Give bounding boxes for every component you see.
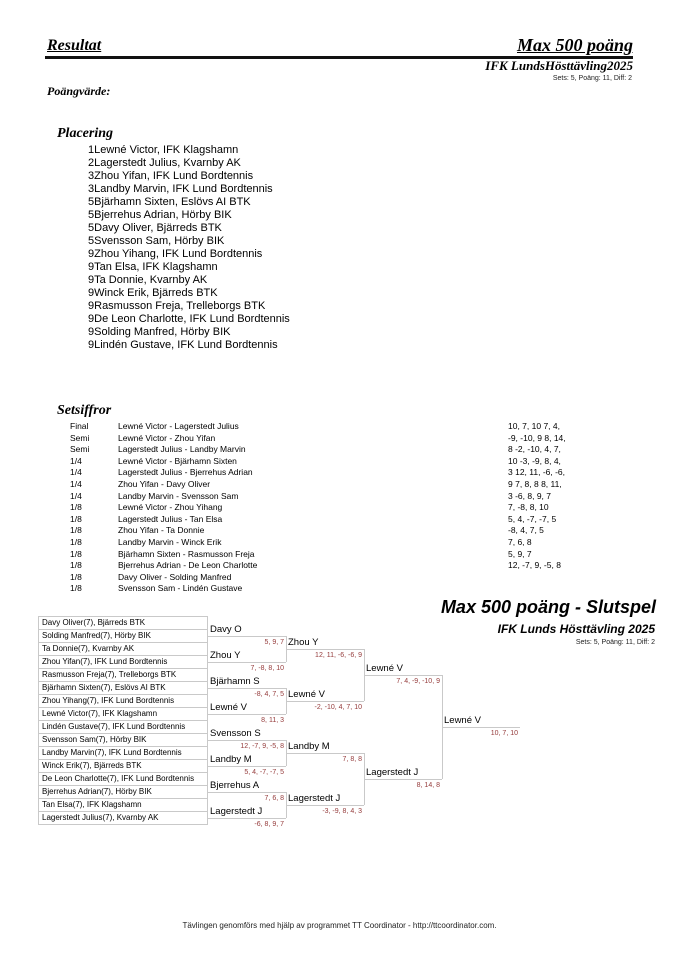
placering-rank: 5	[88, 235, 95, 247]
placering-list	[88, 144, 290, 352]
match-score: 9 7, 8, 8 8, 11,	[508, 478, 562, 489]
bracket-score: 7, -8, 8, 10	[250, 665, 284, 672]
bracket-entry: Tan Elsa(7), IFK Klagshamn	[38, 798, 208, 812]
placering-rank: 2	[88, 157, 95, 169]
match-score: 10 -3, -9, 8, 4,	[508, 455, 561, 466]
match-label: Bjärhamn Sixten - Rasmusson Freja	[118, 548, 255, 559]
bracket-winner-name: Davy O	[210, 624, 242, 635]
bracket-winner-name: Bjärhamn S	[210, 676, 260, 687]
placering-rank: 9	[88, 300, 95, 312]
bracket-score: -3, -9, 8, 4, 3	[322, 808, 362, 815]
round-label: 1/8	[70, 513, 82, 524]
bracket-score: -8, 4, 7, 5	[254, 691, 284, 698]
match-score: -9, -10, 9 8, 14,	[508, 432, 566, 443]
placering-player: Ta Donnie, Kvarnby AK	[94, 274, 208, 286]
placering-item	[88, 157, 290, 170]
match-score: 5, 4, -7, -7, 5	[508, 513, 557, 524]
setsiffror-row	[70, 549, 630, 561]
round-label: Semi	[70, 444, 90, 455]
setsiffror-row	[70, 537, 630, 549]
placering-item	[88, 313, 290, 326]
match-score: 10, 7, 10 7, 4,	[508, 421, 560, 431]
placering-item	[88, 170, 290, 183]
bracket-settings: Sets: 5, Poäng: 11, Diff: 2	[575, 639, 655, 646]
page-title-left: Resultat	[47, 37, 102, 54]
placering-item	[88, 183, 290, 196]
round-label: 1/4	[70, 467, 82, 478]
match-label: Bjerrehus Adrian - De Leon Charlotte	[118, 560, 258, 571]
placering-player: Lewné Victor, IFK Klagshamn	[94, 144, 239, 156]
placering-player: Rasmusson Freja, Trelleborgs BTK	[94, 300, 266, 312]
bracket-line	[286, 649, 364, 650]
bracket-winner-name: Lewné V	[210, 702, 247, 713]
bracket-score: 12, 11, -6, -6, 9	[315, 652, 362, 659]
round-label: Semi	[70, 432, 90, 443]
bracket-line	[286, 753, 364, 754]
setsiffror-table	[70, 421, 630, 595]
round-label: 1/8	[70, 502, 82, 513]
match-label: Zhou Yifan - Ta Donnie	[118, 525, 205, 536]
bracket-line	[286, 701, 364, 702]
bracket-winner-name: Zhou Y	[288, 637, 319, 648]
placering-rank: 3	[88, 183, 95, 195]
bracket-winner-name: Lewné V	[366, 663, 403, 674]
placering-rank: 5	[88, 209, 95, 221]
header-rule	[45, 33, 633, 59]
bracket-winner-name: Lagerstedt J	[366, 767, 419, 778]
match-score: 7, -8, 8, 10	[508, 502, 549, 513]
bracket-entry: Rasmusson Freja(7), Trelleborgs BTK	[38, 668, 208, 682]
bracket-score: 7, 4, -9, -10, 9	[396, 678, 440, 685]
placering-item	[88, 274, 290, 287]
match-label: Lewné Victor - Zhou Yihang	[118, 502, 223, 513]
placering-item	[88, 144, 290, 157]
match-label: Zhou Yifan - Davy Oliver	[118, 478, 211, 489]
bracket-score: -6, 8, 9, 7	[254, 821, 284, 828]
bracket-entry: Solding Manfred(7), Hörby BIK	[38, 629, 208, 643]
bracket-line	[364, 779, 442, 780]
placering-item	[88, 339, 290, 352]
setsiffror-row	[70, 502, 630, 514]
match-score: 7, 6, 8	[508, 536, 532, 547]
bracket-score: 10, 7, 10	[490, 730, 518, 737]
setsiffror-row	[70, 491, 630, 503]
placering-player: Zhou Yihang, IFK Lund Bordtennis	[94, 248, 263, 260]
match-label: Landby Marvin - Svensson Sam	[118, 490, 239, 501]
placering-rank: 9	[88, 287, 95, 299]
bracket-entry: Lindén Gustave(7), IFK Lund Bordtennis	[38, 720, 208, 734]
placering-player: De Leon Charlotte, IFK Lund Bordtennis	[94, 313, 290, 325]
bracket-winner-name: Landby M	[288, 741, 330, 752]
bracket-line	[208, 818, 286, 819]
bracket-entry-column	[38, 616, 208, 825]
round-label: Final	[70, 421, 89, 431]
placering-player: Davy Oliver, Bjärreds BTK	[94, 222, 222, 234]
match-score: 12, -7, 9, -5, 8	[508, 560, 561, 571]
bracket-score: 5, 4, -7, -7, 5	[244, 769, 284, 776]
bracket-score: 12, -7, 9, -5, 8	[240, 743, 284, 750]
bracket-score: 8, 11, 3	[261, 717, 284, 724]
setsiffror-row	[70, 433, 630, 445]
bracket-subtitle: IFK Lunds Hösttävling 2025	[497, 622, 655, 636]
setsiffror-row	[70, 572, 630, 584]
placering-player: Tan Elsa, IFK Klagshamn	[94, 261, 218, 273]
placering-rank: 1	[88, 144, 95, 156]
bracket-entry: Zhou Yihang(7), IFK Lund Bordtennis	[38, 694, 208, 708]
bracket-score: 5, 9, 7	[264, 639, 284, 646]
bracket-winner-name: Lewné V	[444, 715, 481, 726]
placering-rank: 5	[88, 222, 95, 234]
bracket-entry: Svensson Sam(7), Hörby BIK	[38, 733, 208, 747]
bracket-score: 7, 6, 8	[264, 795, 284, 802]
placering-player: Solding Manfred, Hörby BIK	[94, 326, 231, 338]
bracket-score: 7, 8, 8	[342, 756, 362, 763]
match-settings: Sets: 5, Poäng: 11, Diff: 2	[552, 75, 632, 82]
bracket-entry: Ta Donnie(7), Kvarnby AK	[38, 642, 208, 656]
match-label: Landby Marvin - Winck Erik	[118, 536, 222, 547]
match-label: Lewné Victor - Zhou Yifan	[118, 432, 216, 443]
setsiffror-row	[70, 583, 630, 595]
match-score: 3 -6, 8, 9, 7	[508, 490, 551, 501]
setsiffror-row	[70, 421, 630, 433]
placering-player: Lindén Gustave, IFK Lund Bordtennis	[94, 339, 278, 351]
placering-player: Winck Erik, Bjärreds BTK	[94, 287, 218, 299]
placering-player: Landby Marvin, IFK Lund Bordtennis	[94, 183, 273, 195]
placering-rank: 3	[88, 170, 95, 182]
placering-heading: Placering	[57, 126, 113, 141]
placering-item	[88, 300, 290, 313]
tournament-subtitle: IFK LundsHösttävling2025	[485, 58, 633, 73]
placering-item	[88, 261, 290, 274]
placering-rank: 5	[88, 196, 95, 208]
placering-rank: 9	[88, 339, 95, 351]
match-score: 3 12, 11, -6, -6,	[508, 467, 566, 478]
setsiffror-row	[70, 514, 630, 526]
bracket-entry: Bjärhamn Sixten(7), Eslövs AI BTK	[38, 681, 208, 695]
bracket-line	[208, 688, 286, 689]
bracket-line	[208, 766, 286, 767]
footer-credit: Tävlingen genomförs med hjälp av programmet TT Coordinator - http://ttcoordinator.com.	[182, 921, 497, 930]
placering-rank: 9	[88, 261, 95, 273]
placering-item	[88, 222, 290, 235]
placering-item	[88, 235, 290, 248]
bracket-entry: Landby Marvin(7), IFK Lund Bordtennis	[38, 746, 208, 760]
bracket-entry: Lewné Victor(7), IFK Klagshamn	[38, 707, 208, 721]
placering-player: Bjärhamn Sixten, Eslövs AI BTK	[94, 196, 251, 208]
bracket-title: Max 500 poäng - Slutspel	[440, 597, 656, 617]
poangvarde-label: Poängvärde:	[47, 84, 111, 98]
setsiffror-row	[70, 444, 630, 456]
placering-player: Lagerstedt Julius, Kvarnby AK	[94, 157, 241, 169]
bracket-entry: Winck Erik(7), Bjärreds BTK	[38, 759, 208, 773]
round-label: 1/4	[70, 490, 82, 501]
placering-player: Zhou Yifan, IFK Lund Bordtennis	[94, 170, 254, 182]
placering-rank: 9	[88, 248, 95, 260]
placering-rank: 9	[88, 313, 95, 325]
placering-item	[88, 248, 290, 261]
setsiffror-row	[70, 456, 630, 468]
setsiffror-row	[70, 467, 630, 479]
bracket-line	[208, 792, 286, 793]
bracket-line	[208, 740, 286, 741]
bracket-entry: De Leon Charlotte(7), IFK Lund Bordtennis	[38, 772, 208, 786]
placering-item	[88, 287, 290, 300]
round-label: 1/8	[70, 571, 82, 582]
bracket-winner-name: Lagerstedt J	[288, 793, 341, 804]
match-label: Davy Oliver - Solding Manfred	[118, 571, 232, 582]
bracket-entry: Zhou Yifan(7), IFK Lund Bordtennis	[38, 655, 208, 669]
placering-player: Bjerrehus Adrian, Hörby BIK	[94, 209, 232, 221]
bracket-winner-name: Landby M	[210, 754, 252, 765]
placering-item	[88, 196, 290, 209]
round-label: 1/8	[70, 548, 82, 559]
placering-item	[88, 326, 290, 339]
bracket-winner-name: Bjerrehus A	[210, 780, 260, 791]
round-label: 1/8	[70, 583, 82, 594]
page-title-right: Max 500 poäng	[516, 35, 633, 55]
match-label: Lagerstedt Julius - Tan Elsa	[118, 513, 223, 524]
match-score: -8, 4, 7, 5	[508, 525, 544, 536]
setsiffror-row	[70, 525, 630, 537]
bracket-winner-name: Zhou Y	[210, 650, 241, 661]
match-score: 8 -2, -10, 4, 7,	[508, 444, 561, 455]
bracket-winner-name: Lewné V	[288, 689, 325, 700]
bracket-line	[364, 675, 442, 676]
setsiffror-row	[70, 479, 630, 491]
round-label: 1/8	[70, 536, 82, 547]
match-label: Lewné Victor - Bjärhamn Sixten	[118, 455, 237, 466]
round-label: 1/8	[70, 560, 82, 571]
placering-item	[88, 209, 290, 222]
match-label: Lewné Victor - Lagerstedt Julius	[118, 421, 239, 431]
setsiffror-heading: Setsiffror	[57, 403, 112, 418]
bracket-line	[286, 805, 364, 806]
bracket-line	[442, 727, 520, 728]
round-label: 1/4	[70, 478, 82, 489]
round-label: 1/8	[70, 525, 82, 536]
match-label: Svensson Sam - Lindén Gustave	[118, 583, 243, 594]
bracket-line	[208, 636, 286, 637]
match-label: Lagerstedt Julius - Landby Marvin	[118, 444, 246, 455]
placering-rank: 9	[88, 326, 95, 338]
bracket-line	[208, 714, 286, 715]
bracket-entry: Davy Oliver(7), Bjärreds BTK	[38, 616, 208, 630]
round-label: 1/4	[70, 455, 82, 466]
bracket-score: -2, -10, 4, 7, 10	[314, 704, 362, 711]
bracket-entry: Bjerrehus Adrian(7), Hörby BIK	[38, 785, 208, 799]
bracket-entry: Lagerstedt Julius(7), Kvarnby AK	[38, 811, 208, 825]
setsiffror-row	[70, 560, 630, 572]
placering-rank: 9	[88, 274, 95, 286]
match-label: Lagerstedt Julius - Bjerrehus Adrian	[118, 467, 253, 478]
match-score: 5, 9, 7	[508, 548, 532, 559]
bracket-winner-name: Lagerstedt J	[210, 806, 263, 817]
bracket-winner-name: Svensson S	[210, 728, 261, 739]
bracket-line	[208, 662, 286, 663]
bracket-score: 8, 14, 8	[416, 782, 440, 789]
placering-player: Svensson Sam, Hörby BIK	[94, 235, 225, 247]
